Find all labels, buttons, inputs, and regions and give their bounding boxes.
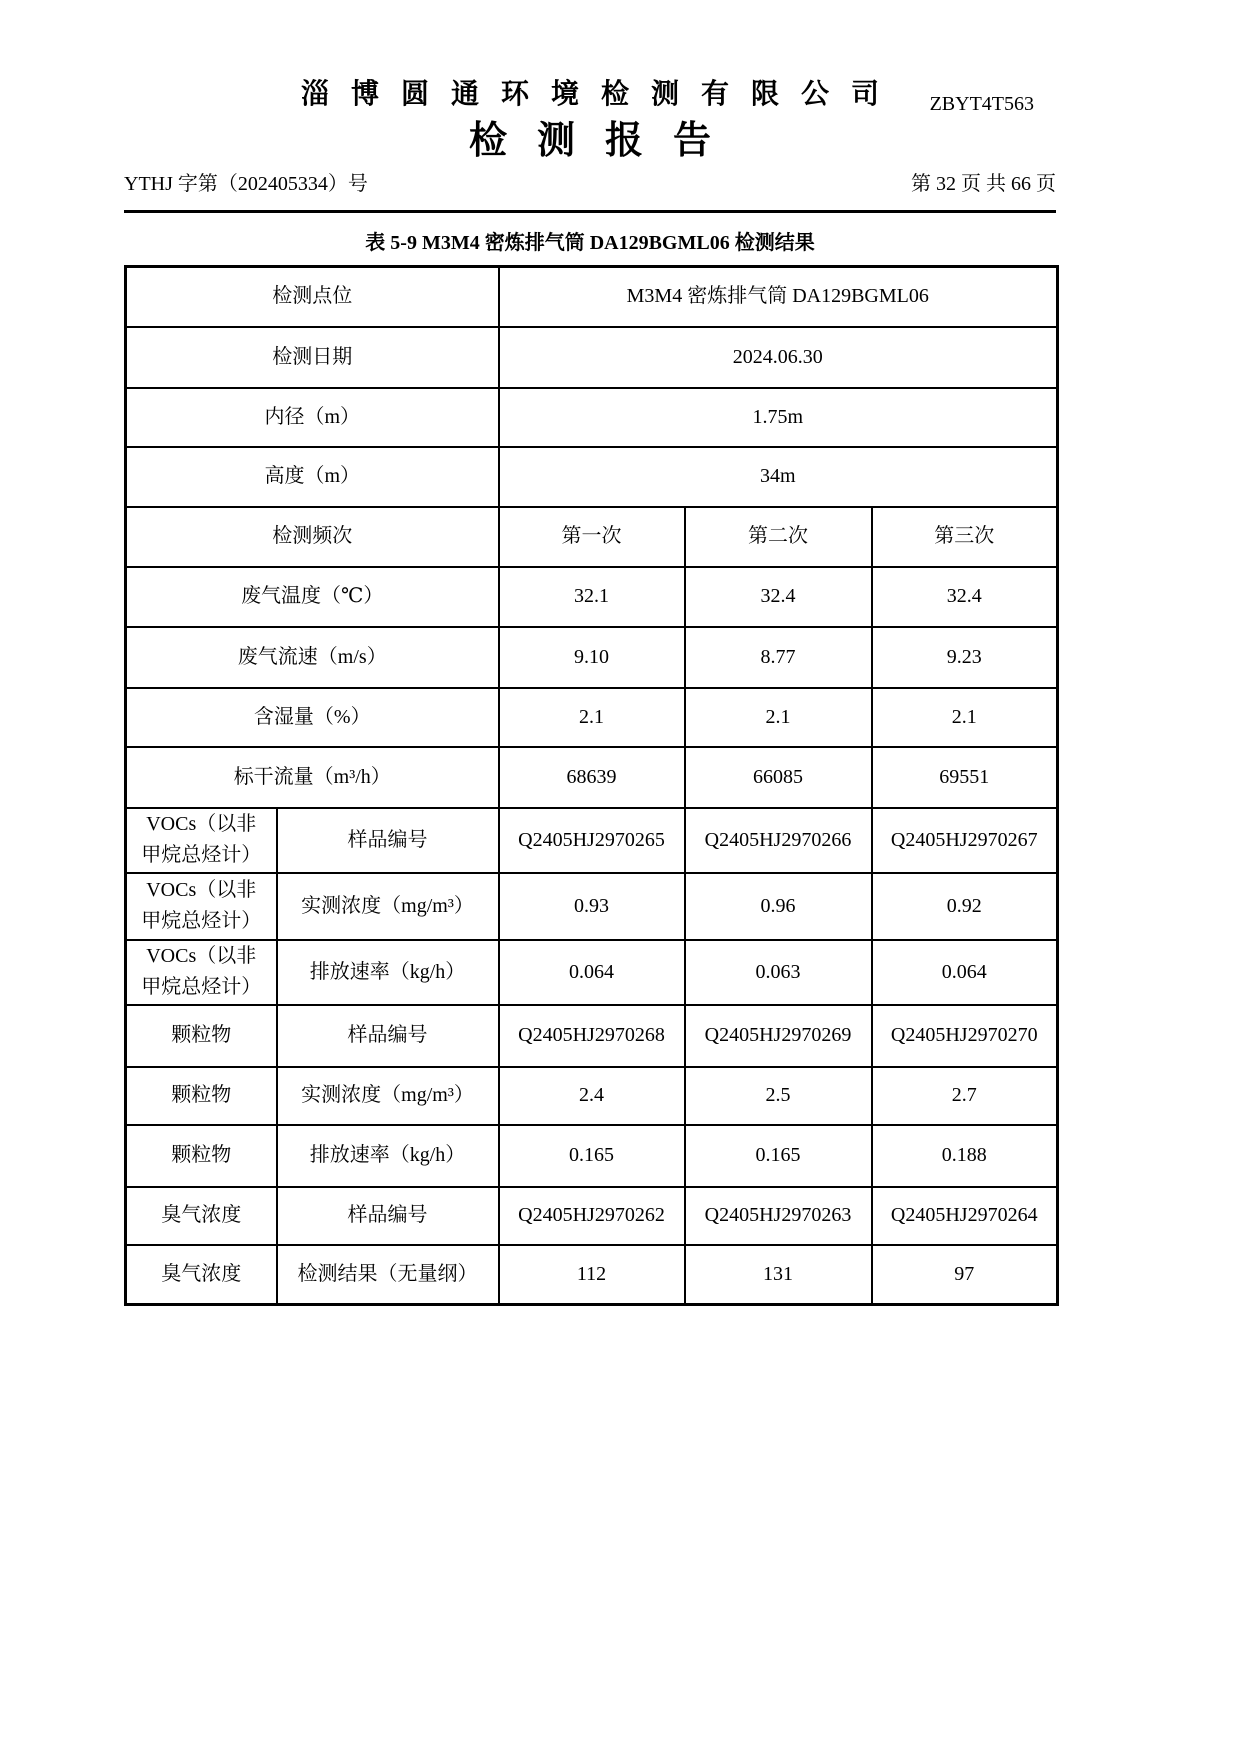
cell-value: 97 <box>872 1245 1058 1305</box>
cell-value: 第三次 <box>872 507 1058 567</box>
report-number: YTHJ 字第（202405334）号 <box>124 173 368 195</box>
row-label: 检测点位 <box>126 267 499 327</box>
cell-value: 112 <box>499 1245 685 1305</box>
row-label: 废气温度（℃） <box>126 567 499 627</box>
cell-value: 0.96 <box>685 873 872 940</box>
row-label: 检测结果（无量纲） <box>277 1245 499 1305</box>
cell-value: 2024.06.30 <box>499 327 1058 388</box>
cell-value: Q2405HJ2970263 <box>685 1187 872 1245</box>
cell-value: 32.4 <box>685 567 872 627</box>
cell-value: Q2405HJ2970268 <box>499 1005 685 1067</box>
table-title: 表 5-9 M3M4 密炼排气筒 DA129BGML06 检测结果 <box>365 232 815 254</box>
cell-value: 34m <box>499 447 1058 507</box>
cell-value: 131 <box>685 1245 872 1305</box>
cell-value: 2.1 <box>685 688 872 747</box>
row-label: 检测日期 <box>126 327 499 388</box>
row-label: 含湿量（%） <box>126 688 499 747</box>
doc-code: ZBYT4T563 <box>929 93 1034 115</box>
row-label: 排放速率（kg/h） <box>277 1125 499 1187</box>
cell-value: 69551 <box>872 747 1058 808</box>
param-name: 臭气浓度 <box>126 1245 277 1305</box>
cell-value: 66085 <box>685 747 872 808</box>
row-label: 实测浓度（mg/m³） <box>277 1067 499 1125</box>
header-info-line <box>124 170 1056 213</box>
cell-value: 8.77 <box>685 627 872 688</box>
cell-value: 2.1 <box>872 688 1058 747</box>
table-row <box>126 1005 1058 1067</box>
cell-value: 1.75m <box>499 388 1058 447</box>
company-name: 淄博圆通环境检测有限公司 <box>300 79 901 110</box>
cell-value: 0.92 <box>872 873 1058 940</box>
cell-value: 0.063 <box>685 940 872 1005</box>
row-label: 内径（m） <box>126 388 499 447</box>
table-row <box>126 507 1058 567</box>
row-label: 废气流速（m/s） <box>126 627 499 688</box>
cell-value: 0.165 <box>499 1125 685 1187</box>
table-row <box>126 327 1058 388</box>
table-row <box>126 808 1058 873</box>
cell-value: 68639 <box>499 747 685 808</box>
table-row <box>126 267 1058 327</box>
row-label: 排放速率（kg/h） <box>277 940 499 1005</box>
table-row <box>126 1067 1058 1125</box>
cell-value: Q2405HJ2970267 <box>872 808 1058 873</box>
row-label: 高度（m） <box>126 447 499 507</box>
param-name: VOCs（以非甲烷总烃计） <box>126 940 277 1005</box>
cell-value: 9.23 <box>872 627 1058 688</box>
row-label: 样品编号 <box>277 1187 499 1245</box>
table-row <box>126 1245 1058 1305</box>
cell-value: 2.4 <box>499 1067 685 1125</box>
row-label: 标干流量（m³/h） <box>126 747 499 808</box>
cell-value: Q2405HJ2970265 <box>499 808 685 873</box>
table-row <box>126 1187 1058 1245</box>
results-table <box>124 265 1059 1306</box>
row-label: 检测频次 <box>126 507 499 567</box>
table-row <box>126 567 1058 627</box>
cell-value: 9.10 <box>499 627 685 688</box>
cell-value: Q2405HJ2970269 <box>685 1005 872 1067</box>
cell-value: Q2405HJ2970262 <box>499 1187 685 1245</box>
table-row <box>126 940 1058 1005</box>
table-row <box>126 388 1058 447</box>
param-name: 臭气浓度 <box>126 1187 277 1245</box>
table-row <box>126 447 1058 507</box>
param-name: VOCs（以非甲烷总烃计） <box>126 873 277 940</box>
cell-value: 2.7 <box>872 1067 1058 1125</box>
cell-value: 2.5 <box>685 1067 872 1125</box>
table-row <box>126 627 1058 688</box>
report-content <box>124 0 1056 1306</box>
row-label: 实测浓度（mg/m³） <box>277 873 499 940</box>
cell-value: 0.188 <box>872 1125 1058 1187</box>
table-row <box>126 688 1058 747</box>
report-title: 检测报告 <box>468 120 741 162</box>
cell-value: 0.064 <box>499 940 685 1005</box>
table-row <box>126 1125 1058 1187</box>
table-row <box>126 747 1058 808</box>
cell-value: Q2405HJ2970266 <box>685 808 872 873</box>
cell-value: 32.4 <box>872 567 1058 627</box>
cell-value: Q2405HJ2970270 <box>872 1005 1058 1067</box>
page-indicator: 第 32 页 共 66 页 <box>911 173 1056 195</box>
row-label: 样品编号 <box>277 1005 499 1067</box>
cell-value: Q2405HJ2970264 <box>872 1187 1058 1245</box>
cell-value: 0.064 <box>872 940 1058 1005</box>
cell-value: M3M4 密炼排气筒 DA129BGML06 <box>499 267 1058 327</box>
cell-value: 0.93 <box>499 873 685 940</box>
cell-value: 2.1 <box>499 688 685 747</box>
cell-value: 第一次 <box>499 507 685 567</box>
param-name: 颗粒物 <box>126 1067 277 1125</box>
cell-value: 第二次 <box>685 507 872 567</box>
cell-value: 32.1 <box>499 567 685 627</box>
param-name: 颗粒物 <box>126 1125 277 1187</box>
param-name: 颗粒物 <box>126 1005 277 1067</box>
param-name: VOCs（以非甲烷总烃计） <box>126 808 277 873</box>
cell-value: 0.165 <box>685 1125 872 1187</box>
table-row <box>126 873 1058 940</box>
row-label: 样品编号 <box>277 808 499 873</box>
